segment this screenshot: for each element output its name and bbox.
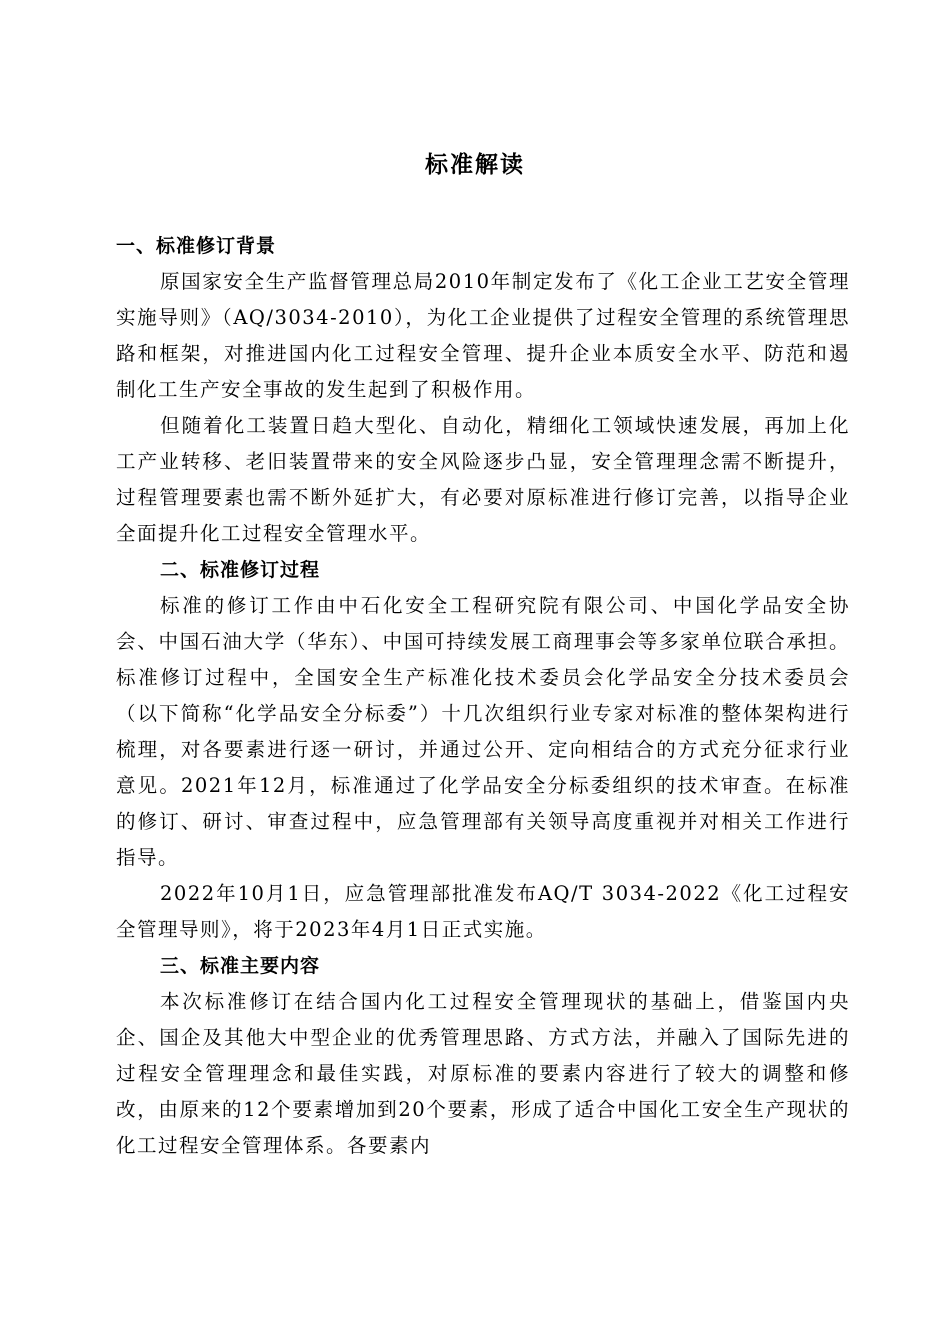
paragraph: 本次标准修订在结合国内化工过程安全管理现状的基础上，借鉴国内央企、国企及其他大中型企业的优秀管理思路、方式方法，并融入了国际先进的过程安全管理理念和最佳实践，对原标准的要素内容进行了较大的调整和修改，由原来的12个要素增加到20个要素，形成了适合中国化工安全生产现状的化工过程安全管理体系。各要素内 xyxy=(116,990,850,1157)
section-heading: 三、标准主要内容 xyxy=(160,955,321,977)
paragraph: 2022年10月1日，应急管理部批准发布AQ/T 3034-2022《化工过程安全管理导则》，将于2023年4月1日正式实施。 xyxy=(116,882,850,941)
paragraph: 但随着化工装置日趋大型化、自动化，精细化工领域快速发展，再加上化工产业转移、老旧装置带来的安全风险逐步凸显，安全管理理念需不断提升，过程管理要素也需不断外延扩大，有必要对原标准进行修订完善，以指导企业全面提升化工过程安全管理水平。 xyxy=(116,414,850,545)
document-title: 标准解读 xyxy=(425,151,525,178)
paragraph: 原国家安全生产监督管理总局2010年制定发布了《化工企业工艺安全管理实施导则》（AQ/3034-2010），为化工企业提供了过程安全管理的系统管理思路和框架，对推进国内化工过程安全管理、提升企业本质安全水平、防范和遏制化工生产安全事故的发生起到了积极作用。 xyxy=(116,270,850,401)
document-body xyxy=(116,228,850,1164)
section-revision-process xyxy=(116,552,850,948)
section-heading: 一、标准修订背景 xyxy=(116,235,277,257)
section-revision-background xyxy=(116,228,850,552)
paragraph: 标准的修订工作由中石化安全工程研究院有限公司、中国化学品安全协会、中国石油大学（华东）、中国可持续发展工商理事会等多家单位联合承担。标准修订过程中，全国安全生产标准化技术委员会化学品安全分技术委员会（以下简称“化学品安全分标委”）十几次组织行业专家对标准的整体架构进行梳理，对各要素进行逐一研讨，并通过公开、定向相结合的方式充分征求行业意见。2021年12月，标准通过了化学品安全分标委组织的技术审查。在标准的修订、研讨、审查过程中，应急管理部有关领导高度重视并对相关工作进行指导。 xyxy=(116,594,850,869)
section-main-content xyxy=(116,948,850,1164)
section-heading: 二、标准修订过程 xyxy=(160,559,321,581)
